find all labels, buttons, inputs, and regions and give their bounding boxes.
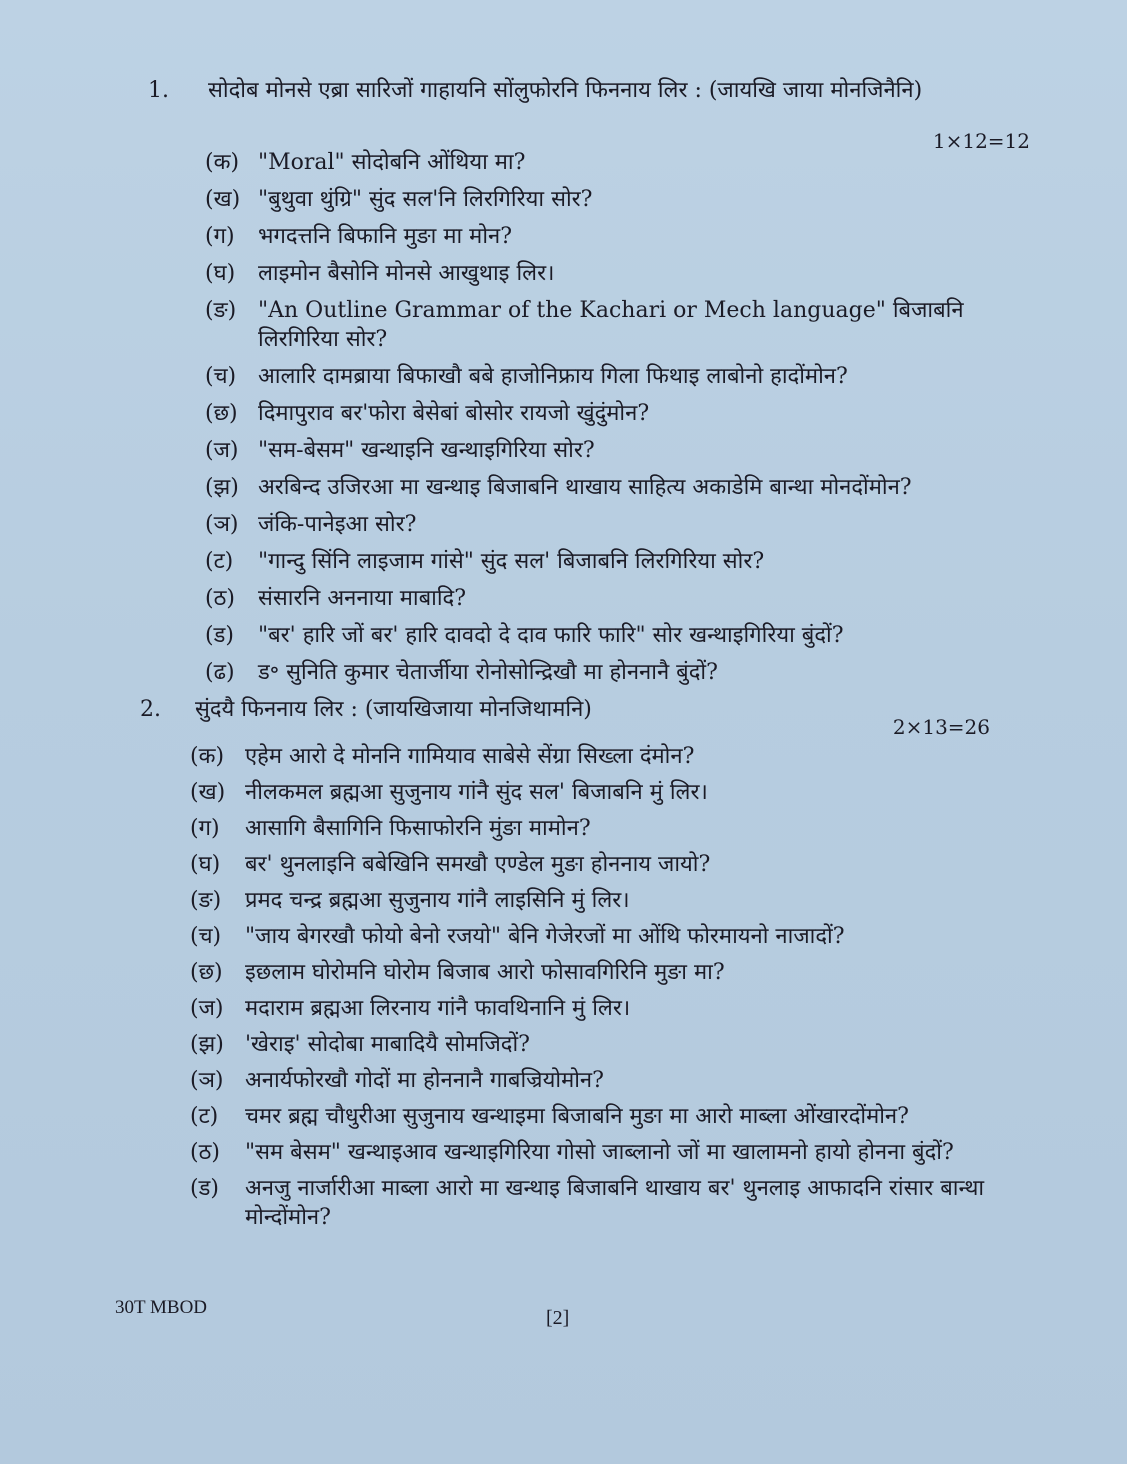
item-text: अनार्यफोरखौ गोदों मा होननानै गाबज्रियोमोन? — [245, 1068, 604, 1093]
item-label: (ट) — [190, 1104, 219, 1129]
item-text: आसागि बैसागिनि फिसाफोरनि मुंङा मामोन? — [245, 816, 591, 841]
item-text: आलारि दामब्राया बिफाखौ बबे हाजोनिफ्राय गिला फिथाइ लाबोनो हादोंमोन? — [258, 364, 848, 389]
item-text: लाइमोन बैसोनि मोनसे आखुथाइ लिर। — [258, 261, 555, 286]
item-text: मदाराम ब्रह्मआ लिरनाय गांनै फावथिनानि मुं लिर। — [245, 996, 631, 1021]
question-item — [205, 259, 1040, 288]
item-label: (ड) — [190, 1176, 219, 1201]
item-text: "बर' हारि जों बर' हारि दावदो दे दाव फारि फारि" सोर खन्थाइगिरिया बुंदों? — [258, 623, 844, 648]
question-items — [190, 742, 1020, 1232]
question-item — [190, 922, 1020, 951]
item-label: (ज) — [205, 438, 239, 463]
question-item — [205, 436, 1040, 465]
item-text: दिमापुराव बर'फोरा बेसेबां बोसोर रायजो खुंदुंमोन? — [258, 401, 650, 426]
question-1 — [140, 76, 1040, 687]
item-label: (झ) — [205, 475, 239, 500]
question-item — [205, 222, 1040, 251]
paper-code: 30T MBOD — [115, 1297, 208, 1318]
question-item — [205, 510, 1040, 539]
question-item — [190, 814, 1020, 843]
item-label: (ट) — [205, 549, 234, 574]
item-label: (क) — [205, 150, 240, 175]
page-number: [2] — [546, 1307, 570, 1329]
question-item — [205, 399, 1040, 428]
item-text: इछलाम घोरोमनि घोरोम बिजाब आरो फोसावगिरिनि मुङा मा? — [245, 960, 725, 985]
question-marks: 1×12=12 — [932, 129, 1030, 153]
question-item — [205, 296, 1040, 354]
item-text: संसारनि अननाया माबादि? — [258, 586, 467, 611]
question-item — [205, 185, 1040, 214]
page-content — [140, 76, 1040, 1239]
item-text: बर' थुनलाइनि बबेखिनि समखौ एण्डेल मुङा होननाय जायो? — [245, 852, 711, 877]
question-instruction: सोदोब मोनसे एब्रा सारिजों गाहायनि सोंलुफोरनि फिननाय लिर : (जायखि जाया मोनजिनैनि) — [208, 78, 923, 103]
item-text: "जाय बेगरखौ फोयो बेनो रजयो" बेनि गेजेरजों मा ओंथि फोरमायनो नाजादों? — [245, 924, 845, 949]
item-text: नीलकमल ब्रह्मआ सुजुनाय गांनै सुंद सल' बिजाबनि मुं लिर। — [245, 780, 708, 805]
item-label: (छ) — [205, 401, 238, 426]
item-label: (छ) — [190, 960, 223, 985]
item-text: "सम बेसम" खन्थाइआव खन्थाइगिरिया गोसो जाब्लानो जों मा खालामनो हायो होनना बुंदों? — [245, 1140, 954, 1165]
item-label: (ज) — [190, 996, 224, 1021]
question-item — [205, 621, 1040, 650]
question-item — [190, 886, 1020, 915]
item-label: (ङ) — [190, 888, 222, 913]
question-marks: 2×13=26 — [892, 715, 990, 739]
item-label: (ढ) — [205, 660, 235, 685]
question-header — [140, 695, 1020, 725]
item-text: "सम-बेसम" खन्थाइनि खन्थाइगिरिया सोर? — [258, 438, 595, 463]
question-item — [190, 1066, 1020, 1095]
question-2 — [140, 695, 1020, 1232]
item-label: (झ) — [190, 1032, 224, 1057]
question-item — [205, 148, 1040, 177]
item-label: (ड) — [205, 623, 234, 648]
item-text: "Moral" सोदोबनि ओंथिया मा? — [258, 150, 526, 175]
item-label: (ख) — [190, 780, 226, 805]
item-text: चमर ब्रह्म चौधुरीआ सुजुनाय खन्थाइमा बिजाबनि मुङा मा आरो माब्ला ओंखारदोंमोन? — [245, 1104, 909, 1129]
item-text: "गान्दु सिंनि लाइजाम गांसे" सुंद सल' बिजाबनि लिरगिरिया सोर? — [258, 549, 765, 574]
item-text: भगदत्तनि बिफानि मुङा मा मोन? — [258, 224, 513, 249]
question-item — [190, 1174, 1020, 1232]
item-label: (ग) — [205, 224, 235, 249]
question-item — [205, 584, 1040, 613]
question-item — [190, 778, 1020, 807]
item-text: "An Outline Grammar of the Kachari or Mech language" बिजाबनि लिरगिरिया सोर? — [258, 298, 964, 352]
item-label: (च) — [205, 364, 237, 389]
item-text: एहेम आरो दे मोननि गामियाव साबेसे सेंग्रा सिख्ला दंमोन? — [245, 744, 695, 769]
question-number: 1. — [148, 78, 169, 103]
item-label: (ठ) — [190, 1140, 220, 1165]
item-label: (ञ) — [205, 512, 239, 537]
question-items — [205, 148, 1040, 687]
question-item — [205, 473, 1040, 502]
item-label: (च) — [190, 924, 222, 949]
question-item — [190, 742, 1020, 771]
item-label: (घ) — [205, 261, 236, 286]
item-text: प्रमद चन्द्र ब्रह्मआ सुजुनाय गांनै लाइसिनि मुं लिर। — [245, 888, 630, 913]
question-item — [205, 362, 1040, 391]
item-text: 'खेराइ' सोदोबा माबादियै सोमजिदों? — [245, 1032, 530, 1057]
item-label: (क) — [190, 744, 225, 769]
item-label: (ङ) — [205, 298, 237, 323]
item-label: (घ) — [190, 852, 221, 877]
question-item — [205, 547, 1040, 576]
question-item — [190, 994, 1020, 1023]
question-item — [190, 958, 1020, 987]
question-number: 2. — [140, 697, 161, 722]
question-item — [190, 1138, 1020, 1167]
question-item — [190, 1102, 1020, 1131]
question-header — [140, 76, 1040, 106]
item-label: (ग) — [190, 816, 220, 841]
question-item — [205, 658, 1040, 687]
item-label: (ठ) — [205, 586, 235, 611]
item-label: (ञ) — [190, 1068, 224, 1093]
item-text: अरबिन्द उजिरआ मा खन्थाइ बिजाबनि थाखाय साहित्य अकाडेमि बान्था मोनदोंमोन? — [258, 475, 912, 500]
item-text: अनजु नार्जारीआ माब्ला आरो मा खन्थाइ बिजाबनि थाखाय बर' थुनलाइ आफादनि रांसार बान्था मोन्दोंमोन? — [245, 1176, 985, 1230]
question-item — [190, 1030, 1020, 1059]
question-item — [190, 850, 1020, 879]
question-instruction: सुंदयै फिननाय लिर : (जायखिजाया मोनजिथामनि) — [195, 697, 592, 722]
item-label: (ख) — [205, 187, 241, 212]
item-text: जंकि-पानेइआ सोर? — [258, 512, 417, 537]
item-text: "बुथुवा थुंग्रि" सुंद सल'नि लिरगिरिया सोर? — [258, 187, 593, 212]
item-text: ड॰ सुनिति कुमार चेतार्जीया रोनोसोन्द्रिखौ मा होननानै बुंदों? — [258, 660, 718, 685]
